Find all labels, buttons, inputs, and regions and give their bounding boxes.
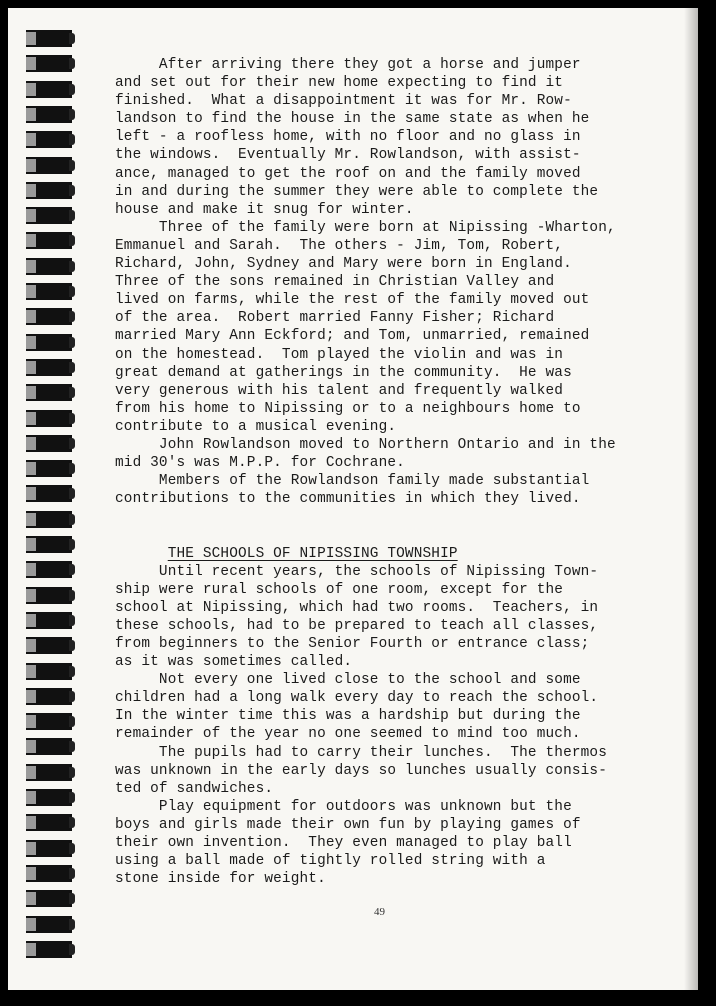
binding-tooth — [26, 384, 72, 401]
text-line: Three of the family were born at Nipissing -Wharton, — [115, 219, 616, 236]
binding-tooth — [26, 713, 72, 730]
binding-tooth — [26, 663, 72, 680]
text-line: The pupils had to carry their lunches. The thermos — [115, 744, 608, 761]
section-heading: THE SCHOOLS OF NIPISSING TOWNSHIP — [167, 545, 458, 562]
binding-tooth — [26, 182, 72, 199]
binding-tooth — [26, 258, 72, 275]
binding-tooth — [26, 30, 72, 47]
text-line: mid 30's was M.P.P. for Cochrane. — [115, 455, 405, 472]
text-line: using a ball made of tightly rolled string with a — [115, 853, 546, 870]
text-line: great demand at gatherings in the community. He was — [115, 364, 572, 381]
text-line: ance, managed to get the roof on and the family moved — [115, 165, 581, 182]
paragraph — [115, 472, 635, 508]
text-line: Not every one lived close to the school and some — [115, 672, 581, 689]
binding-tooth — [26, 55, 72, 72]
text-line: left - a roofless home, with no floor and no glass in — [115, 129, 581, 146]
text-line: Emmanuel and Sarah. The others - Jim, Tom, Robert, — [115, 237, 564, 254]
text-line: lived on farms, while the rest of the family moved out — [115, 292, 590, 309]
binding-tooth — [26, 460, 72, 477]
paragraph — [115, 744, 635, 798]
text-line: contributions to the communities in which they lived. — [115, 491, 581, 508]
binding-tooth — [26, 81, 72, 98]
binding-tooth — [26, 410, 72, 427]
text-line: Three of the sons remained in Christian Valley and — [115, 274, 555, 291]
text-line: very generous with his talent and frequently walked — [115, 382, 564, 399]
text-line: John Rowlandson moved to Northern Ontario and in the — [115, 436, 616, 453]
comb-binding — [26, 30, 72, 970]
binding-tooth — [26, 738, 72, 755]
text-line: Play equipment for outdoors was unknown but the — [115, 798, 572, 815]
text-line: finished. What a disappointment it was for Mr. Row- — [115, 93, 572, 110]
binding-tooth — [26, 612, 72, 629]
paragraph — [115, 671, 635, 743]
text-line: in and during the summer they were able to complete the — [115, 183, 599, 200]
binding-tooth — [26, 840, 72, 857]
binding-tooth — [26, 890, 72, 907]
text-line: of the area. Robert married Fanny Fisher; Richard — [115, 310, 555, 327]
binding-tooth — [26, 587, 72, 604]
text-line: the windows. Eventually Mr. Rowlandson, with assist- — [115, 147, 581, 164]
paragraph — [115, 56, 635, 219]
binding-tooth — [26, 865, 72, 882]
text-line: contribute to a musical evening. — [115, 418, 397, 435]
paragraph — [115, 219, 635, 436]
text-line: and set out for their new home expecting to find it — [115, 75, 564, 92]
text-line: as it was sometimes called. — [115, 654, 353, 671]
paragraph — [115, 436, 635, 472]
binding-tooth — [26, 688, 72, 705]
binding-tooth — [26, 435, 72, 452]
binding-tooth — [26, 131, 72, 148]
binding-tooth — [26, 916, 72, 933]
text-line: these schools, had to be prepared to teach all classes, — [115, 617, 599, 634]
bottom-section — [115, 563, 635, 889]
binding-tooth — [26, 283, 72, 300]
text-line: landson to find the house in the same state as when he — [115, 111, 590, 128]
text-line: stone inside for weight. — [115, 871, 326, 888]
text-line: was unknown in the early days so lunches usually consis- — [115, 762, 608, 779]
text-line: children had a long walk every day to reach the school. — [115, 690, 599, 707]
text-line: ted of sandwiches. — [115, 780, 274, 797]
page-number: 49 — [374, 906, 385, 918]
binding-tooth — [26, 308, 72, 325]
binding-tooth — [26, 207, 72, 224]
paragraph — [115, 563, 635, 672]
binding-tooth — [26, 334, 72, 351]
text-line: married Mary Ann Eckford; and Tom, unmarried, remained — [115, 328, 590, 345]
text-line: Until recent years, the schools of Nipissing Town- — [115, 563, 599, 580]
binding-tooth — [26, 561, 72, 578]
paragraph — [115, 798, 635, 888]
text-line: After arriving there they got a horse and jumper — [115, 57, 581, 73]
document-page — [8, 8, 698, 990]
text-line: from beginners to the Senior Fourth or entrance class; — [115, 636, 590, 652]
page-body — [115, 56, 635, 888]
binding-tooth — [26, 536, 72, 553]
binding-tooth — [26, 232, 72, 249]
binding-tooth — [26, 764, 72, 781]
text-line: In the winter time this was a hardship but during the — [115, 708, 581, 725]
binding-tooth — [26, 106, 72, 123]
text-line: Members of the Rowlandson family made substantial — [115, 473, 590, 490]
binding-tooth — [26, 941, 72, 958]
text-line: ship were rural schools of one room, except for the — [115, 581, 564, 598]
text-line: boys and girls made their own fun by playing games of — [115, 816, 581, 833]
text-line: Richard, John, Sydney and Mary were born in England. — [115, 256, 572, 273]
text-line: on the homestead. Tom played the violin and was in — [115, 346, 564, 363]
text-line: from his home to Nipissing or to a neighbours home to — [115, 400, 581, 417]
top-section — [115, 56, 635, 508]
binding-tooth — [26, 637, 72, 654]
binding-tooth — [26, 814, 72, 831]
binding-tooth — [26, 511, 72, 528]
text-line: school at Nipissing, which had two rooms. Teachers, in — [115, 599, 599, 616]
text-line: house and make it snug for winter. — [115, 201, 414, 218]
text-line: their own invention. They even managed to play ball — [115, 835, 572, 852]
binding-tooth — [26, 789, 72, 806]
binding-tooth — [26, 359, 72, 376]
binding-tooth — [26, 485, 72, 502]
binding-tooth — [26, 157, 72, 174]
text-line: remainder of the year no one seemed to mind too much. — [115, 726, 581, 743]
